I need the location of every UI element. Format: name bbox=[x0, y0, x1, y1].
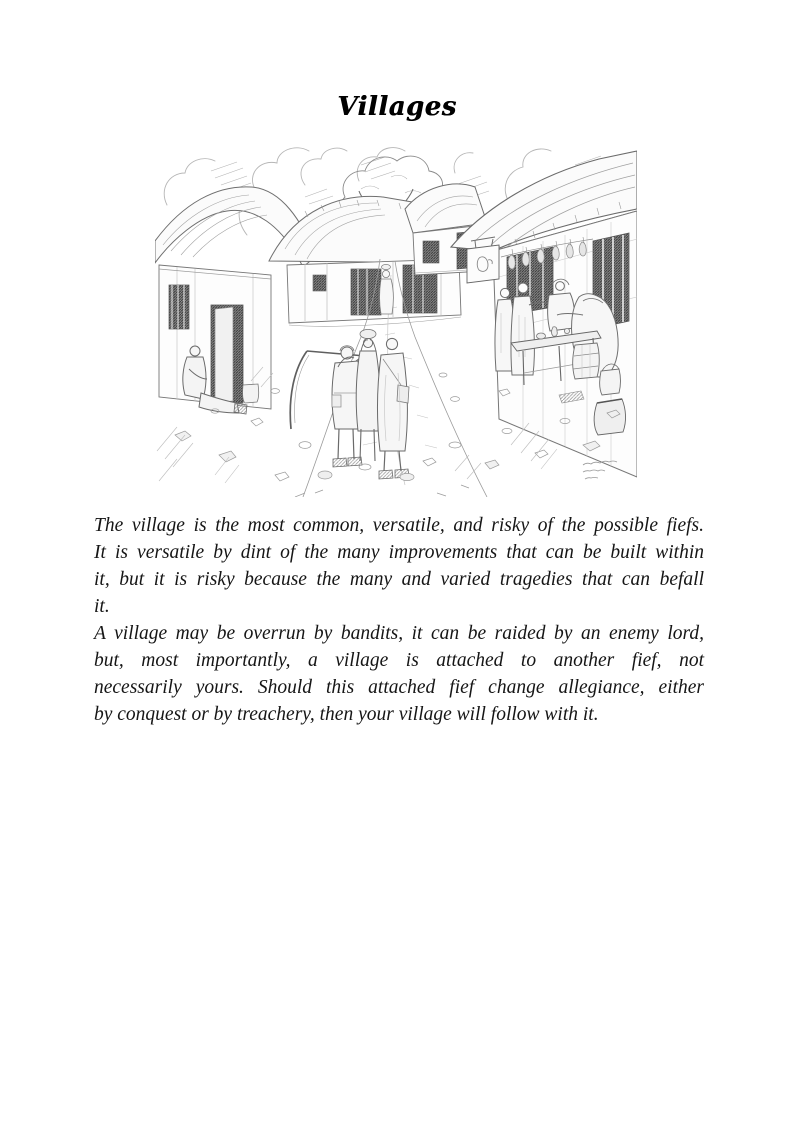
text-line: It is versatile by dint of the many improvements that can be built within bbox=[94, 542, 704, 563]
text-line: necessarily yours. Should this attached fief change allegiance, either bbox=[94, 677, 704, 698]
page-title: Villages bbox=[337, 92, 457, 122]
text-line: The village is the most common, versatile, and risky of the possible fiefs. bbox=[94, 515, 704, 536]
text-line: it. bbox=[94, 596, 110, 617]
paragraph-village-intro bbox=[94, 512, 704, 620]
village-illustration bbox=[155, 145, 637, 497]
text-line: it, but it is risky because the many and varied tragedies that can befall bbox=[94, 569, 704, 590]
text-line: A village may be overrun by bandits, it can be raided by an enemy lord, bbox=[94, 623, 704, 644]
text-line: but, most importantly, a village is attached to another fief, not bbox=[94, 650, 704, 671]
text-line: by conquest or by treachery, then your village will follow with it. bbox=[94, 704, 599, 725]
paragraph-village-risks bbox=[94, 620, 704, 728]
village-scene-sketch bbox=[155, 145, 637, 497]
